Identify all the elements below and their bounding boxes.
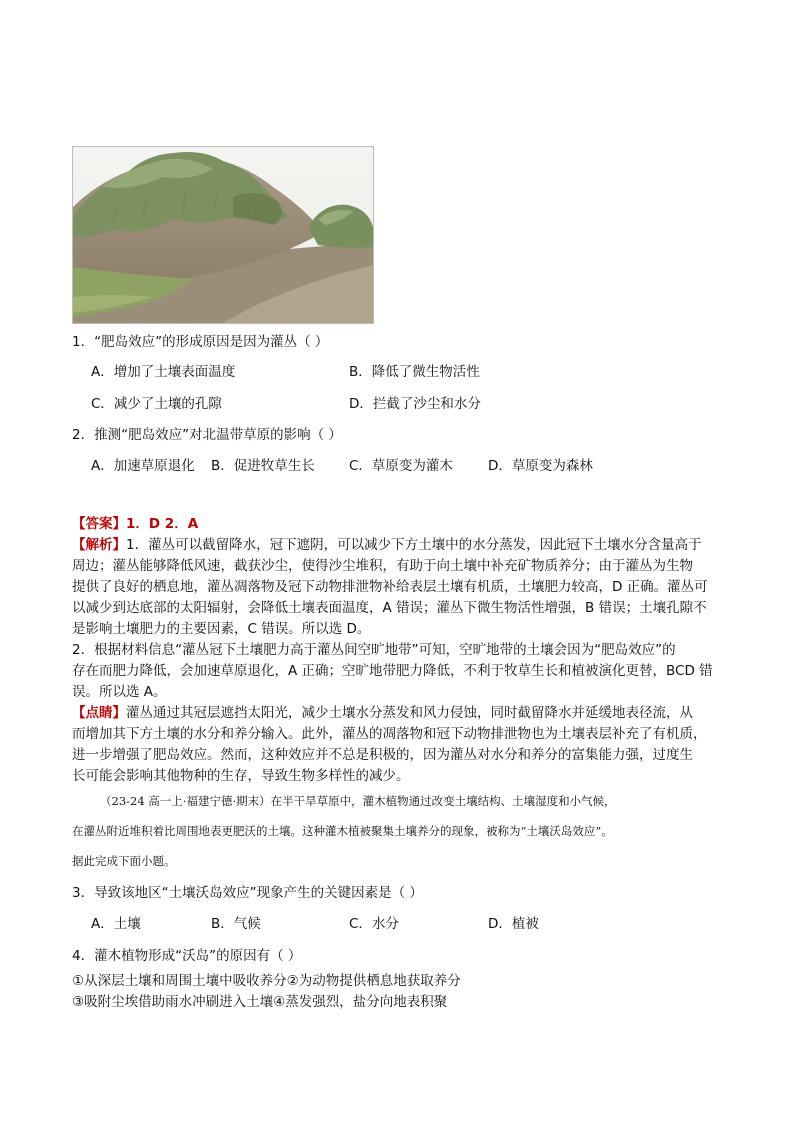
material-passage <box>72 786 772 876</box>
comment-line: 长可能会影响其他物种的生存，导致生物多样性的减少。 <box>72 768 410 784</box>
analysis-line: 周边；灌丛能够降低风速，截获沙尘，使得沙尘堆积，有助于向土壤中补充矿物质养分；由于灌丛为生物 <box>72 558 693 574</box>
question-2-option-d: D．草原变为森林 <box>488 458 593 474</box>
question-1-option-b: B．降低了微生物活性 <box>349 364 480 380</box>
question-4-statement-line: ③吸附尘埃借助雨水冲刷进入土壤④蒸发强烈，盐分向地表积聚 <box>72 994 448 1010</box>
answer-label: 【答案】 <box>72 516 126 532</box>
answer-line <box>72 514 732 535</box>
analysis-line: 以减少到达底部的太阳辐射，会降低土壤表面温度，A 错误；灌丛下微生物活性增强，B 错误；土壤孔隙不 <box>72 600 707 616</box>
question-3-option-d: D．植被 <box>488 916 539 932</box>
question-3-stem: 3．导致该地区“土壤沃岛效应”现象产生的关键因素是（ ） <box>72 885 423 901</box>
question-2-stem: 2．推测“肥岛效应”对北温带草原的影响（ ） <box>72 427 342 443</box>
question-3-option-b: B．气候 <box>211 916 261 932</box>
question-1-option-c: C．减少了土壤的孔隙 <box>91 396 222 412</box>
material-line: 在灌丛附近堆积着比周围地表更肥沃的土壤。这种灌木植被聚集土壤养分的现象，被称为“土壤沃岛效应”。 <box>72 824 613 838</box>
material-line: （23-24 高一上·福建宁德·期末）在半干旱草原中，灌木植物通过改变土壤结构、土壤湿度和小气候， <box>100 794 616 808</box>
comment-line <box>72 703 732 724</box>
analysis-line: 提供了良好的栖息地，灌丛凋落物及冠下动物排泄物补给表层土壤有机质，土壤肥力较高，D 正确。灌丛可 <box>72 579 708 595</box>
analysis-line <box>72 535 732 556</box>
question-2-option-a: A．加速草原退化 <box>91 458 195 474</box>
question-2-option-c: C．草原变为灌木 <box>349 458 453 474</box>
question-4-statement-line: ①从深层土壤和周围土壤中吸收养分②为动物提供栖息地获取养分 <box>72 973 461 989</box>
material-line: 据此完成下面小题。 <box>72 854 176 868</box>
question-3-option-a: A．土壤 <box>91 916 141 932</box>
comment-line: 而增加其下方土壤的水分和养分输入。此外，灌丛的凋落物和冠下动物排泄物也为土壤表层补充了有机质， <box>72 726 707 742</box>
analysis-label: 【解析】 <box>72 537 126 553</box>
question-1-option-a: A．增加了土壤表面温度 <box>91 364 236 380</box>
question-4-stem: 4．灌木植物形成“沃岛”的原因有（ ） <box>72 948 302 964</box>
question-2-option-b: B．促进牧草生长 <box>211 458 315 474</box>
question-1-stem: 1．“肥岛效应”的形成原因是因为灌丛（ ） <box>72 334 329 350</box>
analysis-line: 存在而肥力降低，会加速草原退化，A 正确；空旷地带肥力降低，不利于牧草生长和植被演化更替，BCD 错 <box>72 663 713 679</box>
analysis-line: 2．根据材料信息“灌丛冠下土壤肥力高于灌丛间空旷地带”可知，空旷地带的土壤会因为“肥岛效应”的 <box>72 642 676 658</box>
analysis-line: 误。所以选 A。 <box>72 684 167 700</box>
question-1-option-d: D．拦截了沙尘和水分 <box>349 396 481 412</box>
comment-text: 灌丛通过其冠层遮挡太阳光，减少土壤水分蒸发和风力侵蚀，同时截留降水并延缓地表径流，从 <box>126 705 693 721</box>
comment-line: 进一步增强了肥岛效应。然而，这种效应并不总是积极的，因为灌丛对水分和养分的富集能力强，过度生 <box>72 747 693 763</box>
analysis-line: 是影响土壤肥力的主要因素，C 错误。所以选 D。 <box>72 621 371 637</box>
analysis-text: 1．灌丛可以截留降水，冠下遮阴，可以减少下方土壤中的水分蒸发，因此冠下土壤水分含量高于 <box>126 537 702 553</box>
question-3-option-c: C．水分 <box>349 916 399 932</box>
comment-label: 【点睛】 <box>72 705 126 721</box>
answer-analysis-block <box>72 514 732 787</box>
answer-text: 1．D 2．A <box>126 516 199 532</box>
shrub-mound-photo <box>72 146 374 324</box>
